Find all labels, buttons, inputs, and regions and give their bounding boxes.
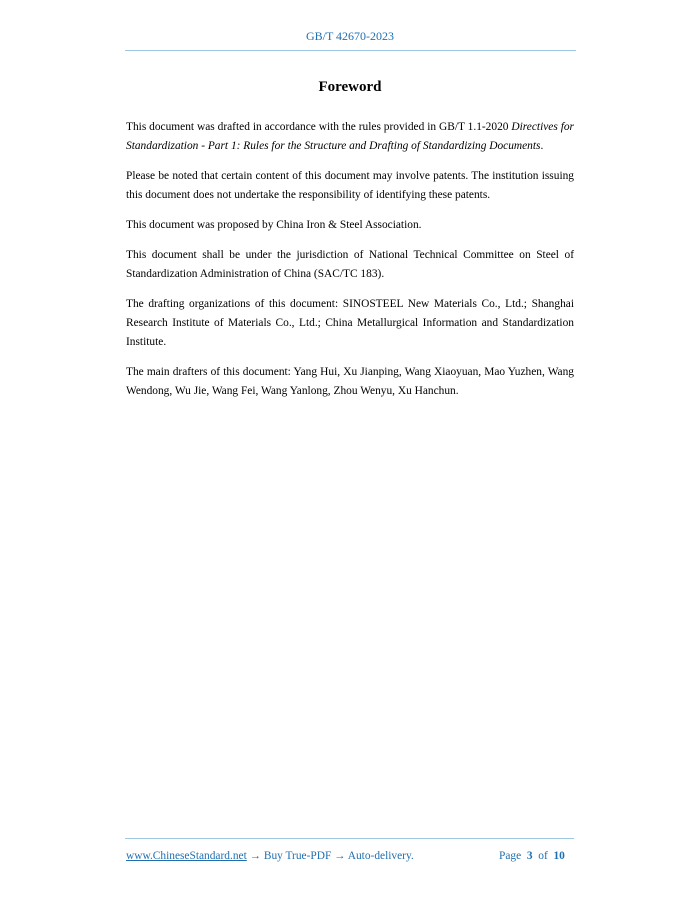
page-current: 3: [526, 850, 533, 862]
of-word: of: [538, 850, 548, 862]
arrow-right-icon: →: [334, 850, 346, 862]
arrow-right-icon: →: [249, 850, 261, 862]
footer-buy-text: Buy True-PDF: [263, 850, 332, 862]
paragraph-main-drafters: The main drafters of this document: Yang Hui, Xu Jianping, Wang Xiaoyuan, Mao Yuzhen, Wang Wendong, Wu Jie, Wang Fei, Wang Yanlong, Zhou Wenyu, Xu Hanchun.: [126, 366, 574, 397]
header-document-code: GB/T 42670-2023: [305, 29, 395, 43]
paragraph-proposed-by: This document was proposed by China Iron & Steel Association.: [126, 219, 422, 231]
paragraph-jurisdiction: This document shall be under the jurisdiction of National Technical Committee on Steel of Standardization Administration of China (SAC/TC 183).: [126, 249, 574, 280]
paragraph-drafting-rules-title: Directives for Standardization - Part 1: Rules for the Structure and Drafting of Standardizing Documents: [126, 121, 574, 152]
footer-delivery-text: Auto-delivery.: [347, 850, 414, 862]
paragraph-drafting-organizations: The drafting organizations of this document: SINOSTEEL New Materials Co., Ltd.; Shanghai Research Institute of Materials Co., Ltd.; China Metallurgical Information and Standardization Institute.: [126, 298, 574, 348]
paragraph-drafting-rules-suffix: .: [540, 140, 544, 152]
page-total: 10: [553, 850, 565, 862]
document-body: [126, 118, 574, 412]
footer-promo: [126, 850, 414, 862]
paragraph-drafting-rules: [126, 118, 574, 156]
header-divider: [125, 50, 576, 51]
paragraph-patents: Please be noted that certain content of this document may involve patents. The institution issuing this document does not undertake the responsibility of identifying these patents.: [126, 170, 574, 201]
page-number: [499, 850, 565, 862]
footer-website-link[interactable]: www.ChineseStandard.net: [126, 850, 247, 862]
paragraph-drafting-rules-prefix: This document was drafted in accordance with the rules provided in GB/T 1.1-2020: [126, 121, 512, 133]
page-word: Page: [499, 850, 522, 862]
page-title: Foreword: [318, 79, 382, 95]
footer-divider: [125, 838, 574, 839]
